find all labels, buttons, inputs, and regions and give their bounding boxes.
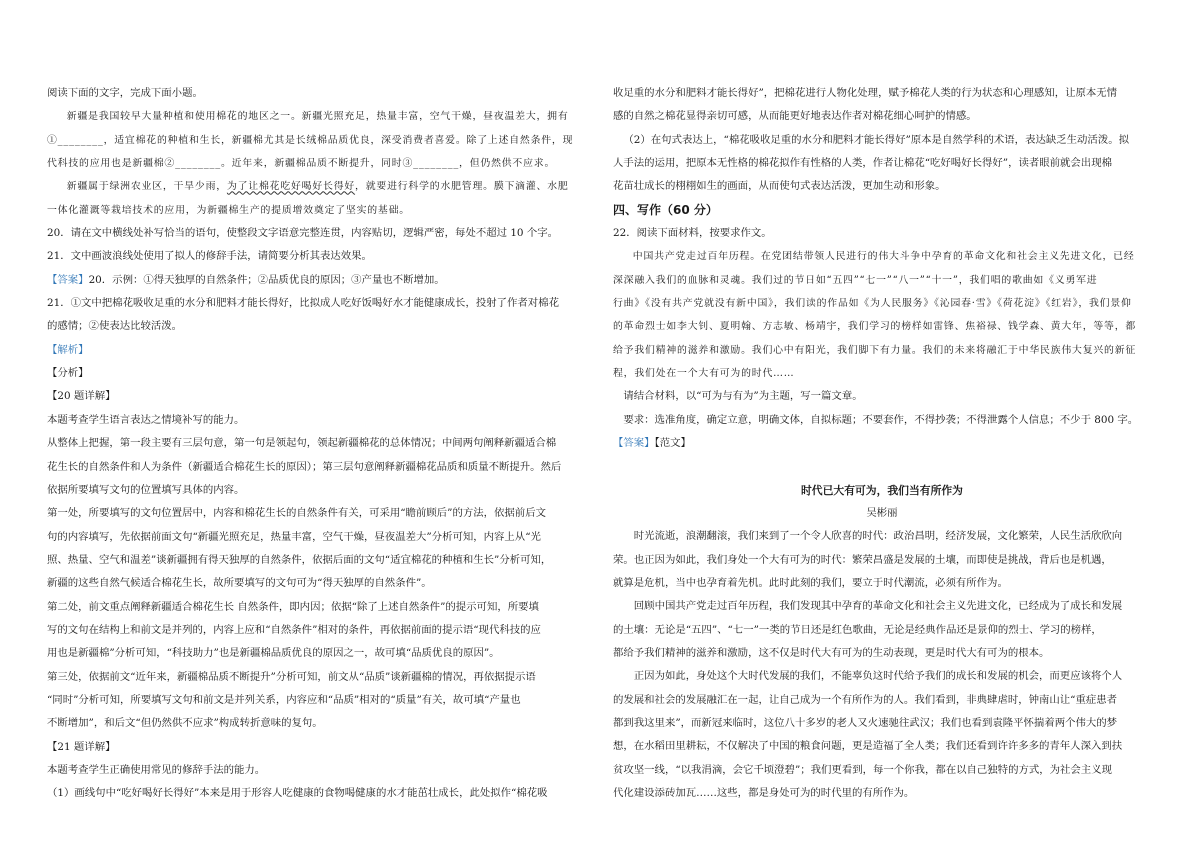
fenxi-label: 【分析】 (47, 367, 89, 380)
essay-line: 荣。也正因为如此，我们身处一个大有可为的时代：繁荣昌盛是发展的土壤，而即使是挑战，背后也是机遇， (613, 553, 1112, 566)
essay-line: 就算是危机，当中也孕育着先机。此时此刻的我们，要立于时代潮流，必须有所作为。 (613, 576, 1008, 589)
explanation-line: 第一处，所要填写的文句位置居中，内容和棉花生长的自然条件有关，可采用“瞻前顾后”的方法，依据前后文 (47, 507, 546, 520)
essay-author: 吴彬丽 (866, 506, 898, 519)
explanation-line: 照、热量、空气和温差”谈新疆拥有得天独厚的自然条件，依据后面的文句“适宜棉花的种植和生长”分析可知， (47, 553, 552, 566)
material-line: 给予我们精神的滋养和激励。我们心中有阳光，我们脚下有力量。我们的未来将融汇于中华民族伟大复兴的新征 (613, 344, 1137, 356)
essay-line: 时光流逝，浪潮翻滚，我们来到了一个令人欣喜的时代：政治昌明，经济发展，文化繁荣，人民生活欣欣向 (633, 530, 1123, 543)
q20-detail-label: 【20 题详解】 (47, 390, 116, 403)
passage-line: ①________，适宜棉花的种植和生长，新疆棉尤其是长绒棉品质优良，深受消费者喜爱。除了上述自然条件，现 (47, 134, 574, 146)
passage-text: ，就要进行科学的水肥管理。膜下滴灌、水肥 (355, 181, 569, 193)
essay-title: 时代已大有可为，我们当有所作为 (801, 483, 963, 497)
explanation-line: 不断增加”，和后文“但仍然供不应求”构成转折意味的复句。 (47, 717, 323, 730)
passage-line: 代科技的应用也是新疆棉②________。近年来，新疆棉品质不断提升，同时③________，但仍然供不应求。 (47, 158, 556, 170)
spacer (613, 456, 1151, 479)
q21-detail-label: 【21 题详解】 (47, 740, 116, 753)
essay-line: 都到我这里来”，而新冠来临时，这位八十多岁的老人又火速驰往武汉；我们也看到袁隆平怀揣着两个伟大的梦 (613, 716, 1118, 729)
passage-line (47, 175, 583, 198)
explanation-line: 句的内容填写，先依据前面文句“新疆光照充足，热量丰富，空气干燥，昼夜温差大”分析可知，内容上从“光 (47, 530, 541, 543)
essay-line: 贫攻坚一线，“以我涓滴，会它千顷澄碧”；我们更看到，每一个你我，都在以自己独特的方式，为社会主义现 (613, 763, 1112, 776)
essay-line: 的土壤：无论是“五四”、“七一”一类的节日还是红色歌曲，无论是经典作品还是景仰的烈士、学习的榜样， (613, 623, 1102, 636)
explanation-line: （1）画线句中“吃好喝好长得好”本来是用于形容人吃健康的食物喝健康的水才能茁壮成长，此处拟作“棉花吸 (47, 787, 548, 800)
passage-text: 新疆属于绿洲农业区，干旱少雨， (66, 181, 227, 193)
explanation-line: 本题考查学生语言表达之情境补写的能力。 (47, 413, 245, 426)
explanation-line: 花苗壮成长的栩栩如生的画面，从而使句式表达活泼，更加生动和形象。 (613, 180, 946, 193)
right-column (613, 82, 1151, 805)
material-line: 的革命烈士如李大钊、夏明翰、方志敏、杨靖宇，我们学习的榜样如雷锋、焦裕禄、钱学森、黄大年，等等，都 (613, 321, 1137, 333)
question-20: 20．请在文中横线处补写恰当的语句，使整段文字语意完整连贯，内容贴切，逻辑严密，每处不超过 10 个字。 (47, 227, 559, 240)
answer-20: 20．示例：①得天独厚的自然条件；②品质优良的原因；③产量也不断增加。 (88, 273, 445, 286)
material-line: 行曲》《没有共产党就没有新中国》，我们读的作品如《为人民服务》《沁园春·雪》《荷花淀》《红岩》，我们景仰 (613, 298, 1132, 310)
explanation-line: 写的文句在结构上和前文是并列的，内容上应和“自然条件”相对的条件，再依据前面的提示语“现代科技的应 (47, 623, 541, 636)
section-heading: 四、写作（60 分） (613, 202, 718, 217)
explanation-line: 收足重的水分和肥料才能长得好”，把棉花进行人物化处理，赋予棉花人类的行为状态和心理感知，让原本无情 (613, 87, 1118, 99)
answer-21-cont: 的感情；②使表达比较活泼。 (47, 320, 183, 333)
explanation-line: 从整体上把握，第一段主要有三层句意，第一句是领起句，领起新疆棉花的总体情况；中间两句阐释新疆适合棉 (47, 437, 557, 450)
wavy-underlined-phrase: 为了让棉花吃好喝好长得好 (226, 181, 356, 193)
answer-line (613, 432, 1151, 455)
explanation-line: 用也是新疆棉”分析可知，“科技助力”也是新疆棉品质优良的原因之一，故可填“品质优良的原因”。 (47, 647, 500, 660)
explanation-line: 花生长的自然条件和人为条件（新疆适合棉花生长的原因）；第三层句意阐释新疆棉花品质和质量不断提升。然后 (47, 460, 562, 473)
explanation-line: 人手法的运用，把原本无性格的棉花拟作有性格的人类，作者让棉花“吃好喝好长得好”，读者眼前就会出现棉 (613, 157, 1112, 170)
explanation-line: （2）在句式表达上，“棉花吸收足重的水分和肥料才能长得好”原本是自然学科的术语，表达缺乏生动活泼。拟 (623, 133, 1129, 146)
essay-line: 都给予我们精神的滋养和激励，这不仅是时代大有可为的生动表现，更是时代大有可为的根本。 (613, 646, 1050, 659)
left-column (47, 82, 583, 806)
model-essay-label: 【范文】 (654, 437, 691, 450)
material-line: 中国共产党走过百年历程。在党团结带领人民进行的伟大斗争中孕育的革命文化和社会主义先进文化，已经 (632, 251, 1135, 263)
essay-line: 正因为如此，身处这个大时代发展的我们，不能辜负这时代给予我们的成长和发展的机会，而更应该将个人 (633, 670, 1123, 683)
answer-label: 【答案】 (47, 273, 89, 286)
explanation-line: 本题考查学生正确使用常见的修辞手法的能力。 (47, 763, 266, 776)
explanation-line: 感的自然之棉花显得亲切可感，从而能更好地表达作者对棉花细心呵护的情感。 (613, 110, 977, 123)
essay-line: 的发展和社会的发展融汇在一起，让自己成为一个有所作为的人。我们看到，非典肆虐时，钟南山让“重症患者 (613, 693, 1118, 706)
passage-line: 一体化灌溉等栽培技术的应用，为新疆棉生产的提质增效奠定了坚实的基础。 (47, 204, 410, 216)
explanation-line: 新疆的这些自然气候适合棉花生长，故所要填写的文句可为“得天独厚的自然条件”。 (47, 577, 432, 590)
essay-line: 回顾中国共产党走过百年历程，我们发现其中孕育的革命文化和社会主义先进文化，已经成为了成长和发展 (633, 600, 1123, 613)
explanation-line: 第三处，依据前文“近年来，新疆棉品质不断提升”分析可知，前文从“品质”谈新疆棉的情况，再依据提示语 (47, 670, 536, 683)
essay-line: 代化建设添砖加瓦……这些，都是身处可为的时代里的有所作为。 (613, 786, 915, 799)
answer-line (47, 269, 583, 292)
instruction: 阅读下面的文字，完成下面小题。 (47, 87, 203, 99)
answer-label: 【答案】 (613, 437, 655, 450)
explanation-line: 依据所要填写文句的位置填写具体的内容。 (47, 483, 245, 496)
answer-21: 21．①文中把棉花吸收足重的水分和肥料才能长得好，比拟成人吃好饭喝好水才能健康成长，投射了作者对棉花 (47, 297, 559, 310)
explanation-line: “同时”分析可知，所要填写文句和前文是并列关系，内容应和“品质”相对的“质量”有关，故可填“产量也 (47, 693, 521, 706)
task-line: 请结合材料，以“可为与有为”为主题，写一篇文章。 (623, 390, 863, 403)
question-22: 22．阅读下面材料，按要求作文。 (613, 227, 772, 240)
explanation-line: 第二处，前文重点阐释新疆适合棉花生长 自然条件，即内因；依据“除了上述自然条件”的提示可知，所要填 (47, 600, 539, 613)
question-21: 21．文中画波浪线处使用了拟人的修辞手法，请简要分析其表达效果。 (47, 250, 372, 263)
analysis-label: 【解析】 (47, 343, 89, 356)
requirements-line: 要求：选准角度，确定立意，明确文体，自拟标题；不要套作，不得抄袭；不得泄露个人信息；不少于 800 字。 (623, 413, 1139, 426)
essay-line: 想，在水稻田里耕耘，不仅解决了中国的粮食问题，更是造福了全人类；我们还看到许许多多的青年人深入到扶 (613, 740, 1123, 753)
material-line: 深深融入我们的血脉和灵魂。我们过的节日如“五四”“七一”“八一”“十一”，我们唱的歌曲如《义勇军进 (613, 274, 1098, 286)
passage-line: 新疆是我国较早大量种植和使用棉花的地区之一。新疆光照充足，热量丰富，空气干燥，昼夜温差大，拥有 (66, 111, 569, 123)
material-line: 程，我们处在一个大有可为的时代…… (613, 368, 795, 380)
